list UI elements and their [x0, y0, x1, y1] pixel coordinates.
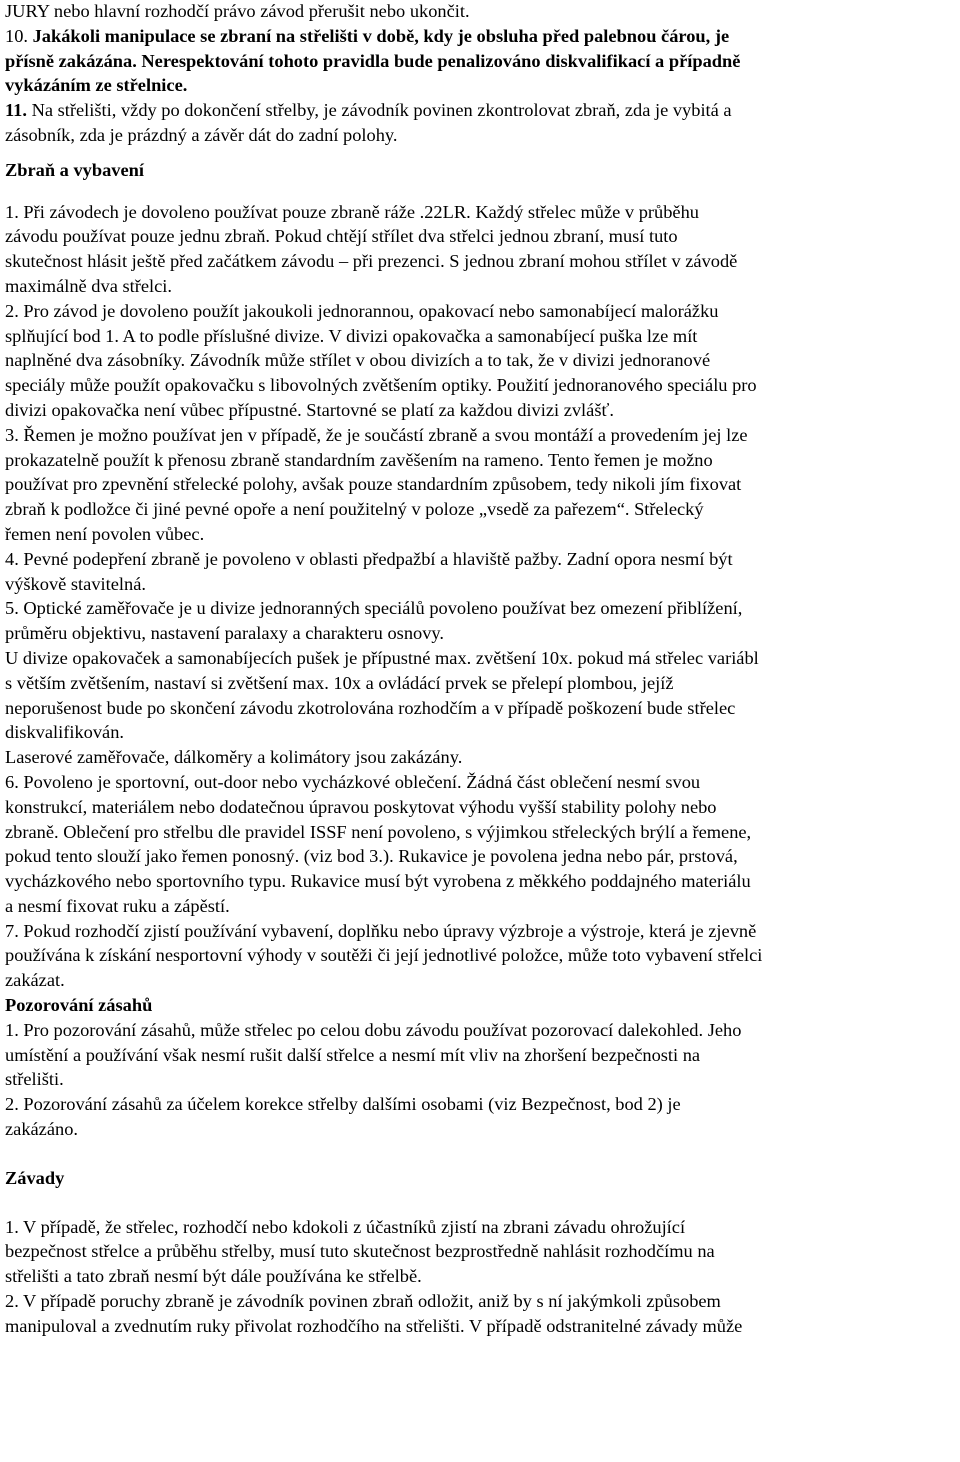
text-line: konstrukcí, materiálem nebo dodatečnou úpravou poskytovat výhodu vyšší stability polohy nebo	[5, 796, 717, 817]
text-line: zakázat.	[5, 970, 65, 991]
heading-spotting: Pozorování zásahů	[5, 995, 153, 1016]
text-line: prokazatelně použít k přenosu zbraně standardním zavěšením na rameno. Tento řemen je možno	[5, 449, 713, 470]
item-10-text: Jakákoli manipulace se zbraní na střelišti v době, kdy je obsluha před palebnou čárou, je	[32, 25, 730, 46]
text-line: manipuloval a zvednutím ruky přivolat rozhodčího na střelišti. V případě odstranitelné závady může	[5, 1315, 743, 1336]
text-line: Laserové zaměřovače, dálkoměry a kolimátory jsou zakázány.	[5, 747, 463, 768]
text-line: 1. Při závodech je dovoleno používat pouze zbraně ráže .22LR. Každý střelec může v průběhu	[5, 201, 699, 222]
item-10-line-1	[5, 24, 957, 49]
text-line: střelišti a tato zbraň nesmí být dále používána ke střelbě.	[5, 1266, 422, 1287]
text-line: skutečnost hlásit ještě před začátkem závodu – při prezenci. S jednou zbraní mohou střílet v závodě	[5, 251, 738, 272]
text-line: 1. Pro pozorování zásahů, může střelec po celou dobu závodu používat pozorovací dalekohled. Jeho	[5, 1019, 742, 1040]
text-line: divizi opakovačka není vůbec přípustné. Startovné se platí za každou divizi zvlášť.	[5, 399, 614, 420]
text-line: speciály může použít opakovačku s libovolných zvětšením optiky. Použití jednoranového speciálu pro	[5, 375, 757, 396]
text-line: pokud tento slouží jako řemen ponosný. (viz bod 3.). Rukavice je povolena jedna nebo pár, prstová,	[5, 846, 738, 867]
text-line: neporušenost bude po skončení závodu zkotrolována rozhodčím a v případě poškození bude střelec	[5, 697, 736, 718]
faults-body	[5, 1215, 957, 1339]
text-line: závodu používat pouze jednu zbraň. Pokud chtějí střílet dva střelci jednou zbraní, musí tuto	[5, 226, 678, 247]
item-11-number: 11.	[5, 100, 32, 121]
item-10-line-2: přísně zakázána. Nerespektování tohoto pravidla bude penalizováno diskvalifikací a případně	[5, 50, 741, 71]
text-line: průměru objektivu, nastavení paralaxy a charakteru osnovy.	[5, 623, 445, 644]
text-line: zbraň k podložce či jiné pevné opoře a není použitelný v poloze „vsedě za pařezem“. Střelecký	[5, 499, 704, 520]
spotting-body	[5, 1018, 957, 1142]
text-line: 4. Pevné podepření zbraně je povoleno v oblasti předpažbí a hlaviště pažby. Zadní opora nesmí být	[5, 548, 733, 569]
text-line: zbraně. Oblečení pro střelbu dle pravidel ISSF není povoleno, s výjimkou střeleckých brýlí a řemene,	[5, 821, 752, 842]
weapons-body	[5, 200, 957, 994]
heading-weapons: Zbraň a vybavení	[5, 159, 144, 180]
text-line: a nesmí fixovat ruku a zápěstí.	[5, 895, 230, 916]
text-line: maximálně dva střelci.	[5, 275, 172, 296]
text-line: 7. Pokud rozhodčí zjistí používání vybavení, doplňku nebo úpravy výzbroje a výstroje, která je zjevně	[5, 920, 757, 941]
text-line: 2. Pro závod je dovoleno použít jakoukoli jednorannou, opakovací nebo samonabíjecí malorážku	[5, 300, 719, 321]
text-line: splňující bod 1. A to podle příslušné divize. V divizi opakovačka a samonabíjecí puška lze mít	[5, 325, 698, 346]
text-line: 2. V případě poruchy zbraně je závodník povinen zbraň odložit, aniž by s ní jakýmkoli způsobem	[5, 1291, 721, 1312]
text-line: řemen není povolen vůbec.	[5, 523, 205, 544]
heading-faults: Závady	[5, 1167, 65, 1188]
intro-line: JURY nebo hlavní rozhodčí právo závod přerušit nebo ukončit.	[5, 1, 470, 21]
item-10-number: 10.	[5, 25, 33, 46]
document-page	[5, 0, 957, 1339]
text-line: zakázáno.	[5, 1119, 78, 1140]
item-10-line-3: vykázáním ze střelnice.	[5, 75, 188, 96]
text-line: U divize opakovaček a samonabíjecích pušek je přípustné max. zvětšení 10x. pokud má střelec variábl	[5, 647, 759, 668]
item-11-line-1	[5, 98, 957, 123]
item-11-line-2: zásobník, zda je prázdný a závěr dát do zadní polohy.	[5, 124, 398, 145]
text-line: 5. Optické zaměřovače je u divize jednoranných speciálů povoleno používat bez omezení přiblížení,	[5, 598, 743, 619]
text-line: bezpečnost střelce a průběhu střelby, musí tuto skutečnost bezprostředně nahlásit rozhodčímu na	[5, 1241, 715, 1262]
text-line: naplněné dva zásobníky. Závodník může střílet v obou divizích a to tak, že v divizi jednoranové	[5, 350, 711, 371]
text-line: umístění a používání však nesmí rušit další střelce a nesmí mít vliv na zhoršení bezpečnosti na	[5, 1044, 701, 1065]
item-11-text: Na střelišti, vždy po dokončení střelby, je závodník povinen zkontrolovat zbraň, zda je vybitá a	[31, 100, 732, 121]
text-line: používat pro zpevnění střelecké polohy, avšak pouze standardním způsobem, tedy nikoli jím fixovat	[5, 474, 742, 495]
text-line: používána k získání nesportovní výhody v soutěži či její jednotlivé položce, může toto vybavení střelci	[5, 945, 763, 966]
text-line: 1. V případě, že střelec, rozhodčí nebo kdokoli z účastníků zjistí na zbrani závadu ohrožující	[5, 1216, 686, 1237]
text-line: 6. Povoleno je sportovní, out-door nebo vycházkové oblečení. Žádná část oblečení nesmí svou	[5, 771, 701, 792]
text-line: s větším zvětšením, nastaví si zvětšení max. 10x a ovládácí prvek se přelepí plombou, jejíž	[5, 672, 674, 693]
text-line: 2. Pozorování zásahů za účelem korekce střelby dalšími osobami (viz Bezpečnost, bod 2) je	[5, 1094, 681, 1115]
text-line: 3. Řemen je možno používat jen v případě, že je součástí zbraně a svou montáží a provedením jej lze	[5, 424, 748, 445]
text-line: vycházkového nebo sportovního typu. Rukavice musí být vyrobena z měkkého poddajného materiálu	[5, 871, 751, 892]
text-line: diskvalifikován.	[5, 722, 125, 743]
text-line: střelišti.	[5, 1069, 64, 1090]
text-line: výškově stavitelná.	[5, 573, 146, 594]
